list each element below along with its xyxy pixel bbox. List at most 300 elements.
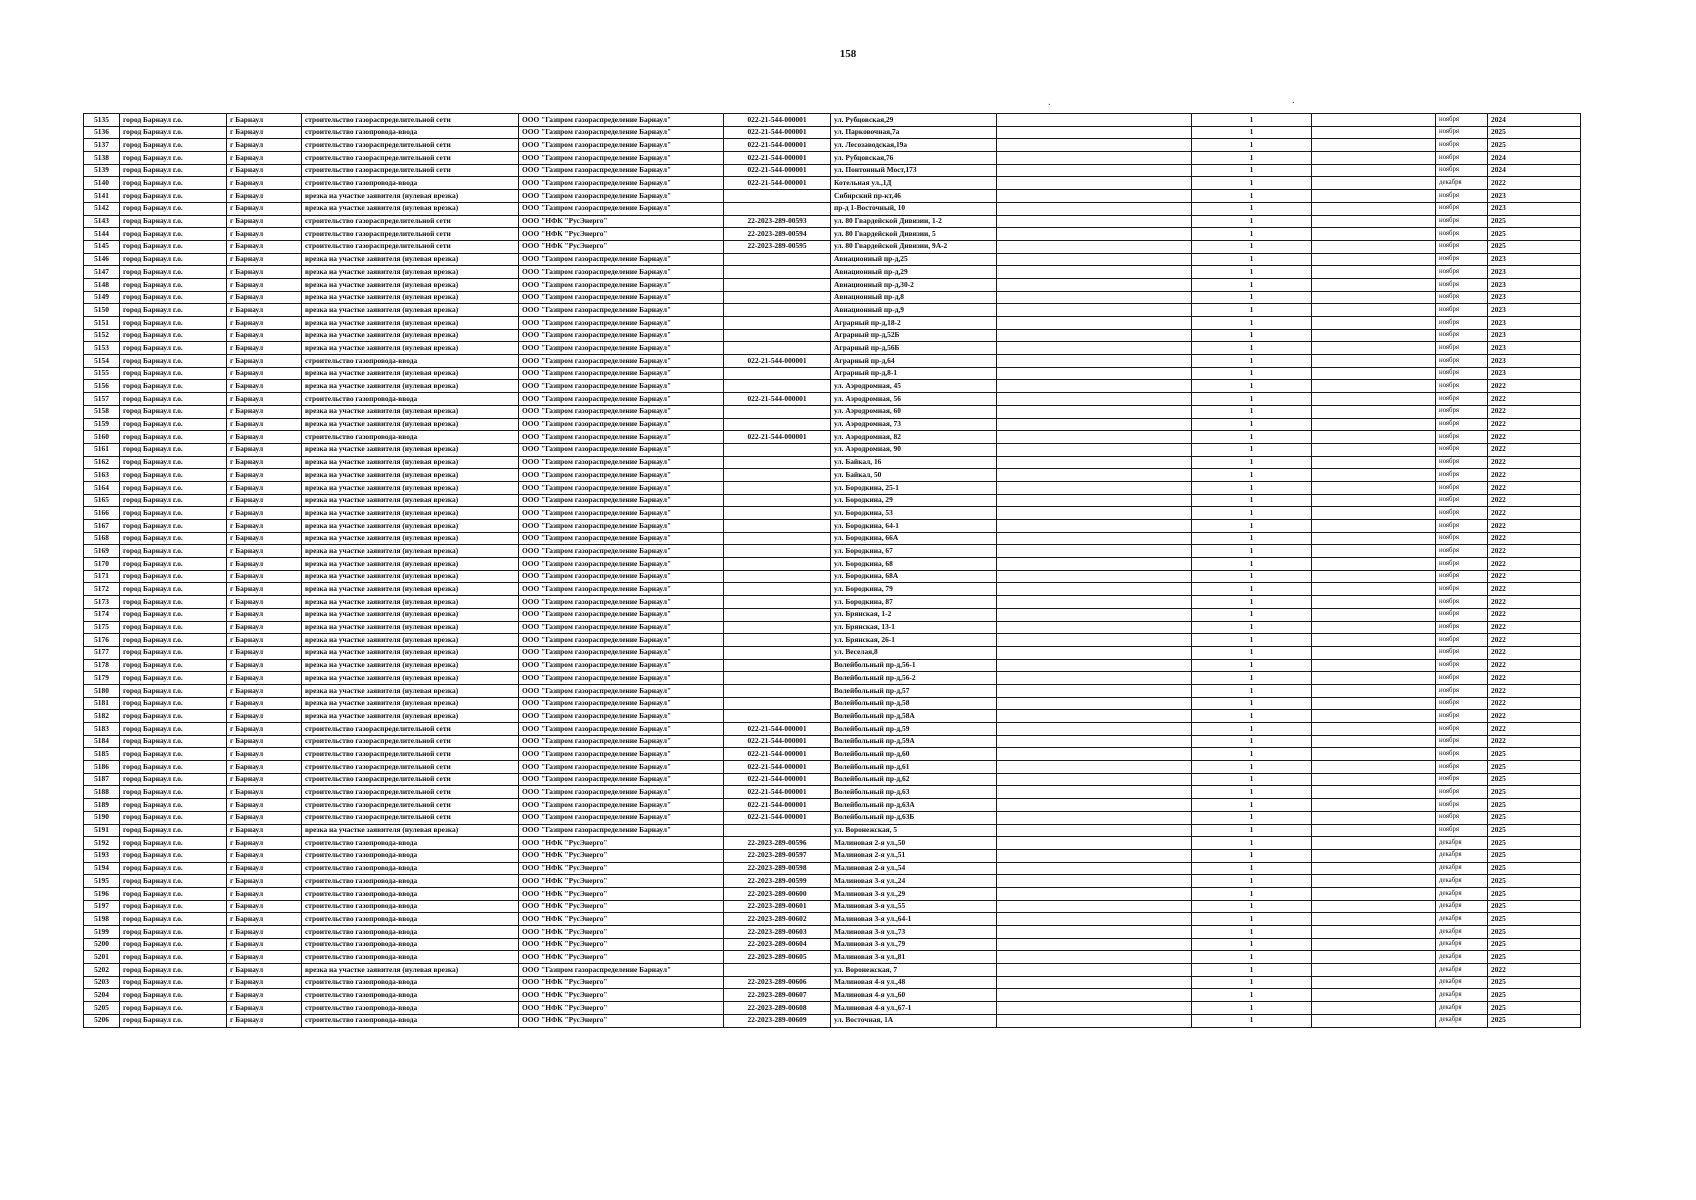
year-cell: 2022	[1488, 684, 1581, 697]
row-number-cell: 5179	[84, 672, 120, 685]
row-number-cell: 5173	[84, 596, 120, 609]
organization-cell: ООО "НФК "РусЭнерго"	[519, 926, 724, 939]
address-cell: Малиновая 4-я ул.,48	[831, 976, 997, 989]
empty-cell	[1312, 976, 1436, 989]
municipality-cell: город Барнаул г.о.	[120, 672, 227, 685]
empty-cell	[997, 862, 1192, 875]
program-number-cell: 22-2023-289-00608	[724, 1002, 831, 1015]
table-row	[84, 278, 1581, 291]
year-cell: 2025	[1488, 989, 1581, 1002]
year-cell: 2022	[1488, 723, 1581, 736]
table-row	[84, 1002, 1581, 1015]
quantity-cell: 1	[1192, 824, 1312, 837]
settlement-cell: г Барнаул	[227, 367, 302, 380]
organization-cell: ООО "НФК "РусЭнерго"	[519, 951, 724, 964]
address-cell: Волейбольный пр-д,63А	[831, 799, 997, 812]
row-number-cell: 5186	[84, 761, 120, 774]
empty-cell	[1312, 837, 1436, 850]
address-cell: ул. Понтонный Мост,173	[831, 164, 997, 177]
empty-cell	[1312, 951, 1436, 964]
organization-cell: ООО "Газпром газораспределение Барнаул"	[519, 443, 724, 456]
address-cell: ул. Рубцовская,29	[831, 114, 997, 127]
work-type-cell: врезка на участке заявителя (нулевая врезка)	[302, 710, 519, 723]
organization-cell: ООО "Газпром газораспределение Барнаул"	[519, 723, 724, 736]
organization-cell: ООО "НФК "РусЭнерго"	[519, 240, 724, 253]
month-cell: ноября	[1436, 799, 1488, 812]
row-number-cell: 5157	[84, 393, 120, 406]
quantity-cell: 1	[1192, 431, 1312, 444]
quantity-cell: 1	[1192, 976, 1312, 989]
organization-cell: ООО "Газпром газораспределение Барнаул"	[519, 710, 724, 723]
month-cell: ноября	[1436, 469, 1488, 482]
program-number-cell: 22-2023-289-00603	[724, 926, 831, 939]
settlement-cell: г Барнаул	[227, 735, 302, 748]
year-cell: 2023	[1488, 278, 1581, 291]
empty-cell	[997, 507, 1192, 520]
organization-cell: ООО "Газпром газораспределение Барнаул"	[519, 164, 724, 177]
empty-cell	[1312, 583, 1436, 596]
quantity-cell: 1	[1192, 202, 1312, 215]
empty-cell	[1312, 126, 1436, 139]
year-cell: 2025	[1488, 799, 1581, 812]
quantity-cell: 1	[1192, 304, 1312, 317]
empty-cell	[1312, 367, 1436, 380]
quantity-cell: 1	[1192, 723, 1312, 736]
empty-cell	[997, 811, 1192, 824]
program-number-cell: 022-21-544-000001	[724, 164, 831, 177]
settlement-cell: г Барнаул	[227, 583, 302, 596]
row-number-cell: 5191	[84, 824, 120, 837]
empty-cell	[997, 494, 1192, 507]
table-row	[84, 596, 1581, 609]
work-type-cell: строительство газопровода-ввода	[302, 951, 519, 964]
organization-cell: ООО "Газпром газораспределение Барнаул"	[519, 278, 724, 291]
work-type-cell: строительство газопровода-ввода	[302, 849, 519, 862]
empty-cell	[997, 926, 1192, 939]
empty-cell	[1312, 621, 1436, 634]
work-type-cell: врезка на участке заявителя (нулевая врезка)	[302, 456, 519, 469]
program-number-cell: 22-2023-289-00596	[724, 837, 831, 850]
year-cell: 2022	[1488, 494, 1581, 507]
municipality-cell: город Барнаул г.о.	[120, 481, 227, 494]
table-row	[84, 291, 1581, 304]
empty-cell	[997, 139, 1192, 152]
municipality-cell: город Барнаул г.о.	[120, 849, 227, 862]
municipality-cell: город Барнаул г.о.	[120, 811, 227, 824]
program-number-cell: 22-2023-289-00605	[724, 951, 831, 964]
month-cell: ноября	[1436, 672, 1488, 685]
address-cell: Малиновая 2-я ул.,50	[831, 837, 997, 850]
table-row	[84, 964, 1581, 977]
row-number-cell: 5147	[84, 266, 120, 279]
row-number-cell: 5138	[84, 152, 120, 165]
organization-cell: ООО "Газпром газораспределение Барнаул"	[519, 317, 724, 330]
month-cell: ноября	[1436, 114, 1488, 127]
quantity-cell: 1	[1192, 799, 1312, 812]
settlement-cell: г Барнаул	[227, 646, 302, 659]
municipality-cell: город Барнаул г.о.	[120, 317, 227, 330]
organization-cell: ООО "Газпром газораспределение Барнаул"	[519, 355, 724, 368]
row-number-cell: 5198	[84, 913, 120, 926]
quantity-cell: 1	[1192, 393, 1312, 406]
month-cell: декабря	[1436, 1014, 1488, 1027]
work-type-cell: строительство газопровода-ввода	[302, 355, 519, 368]
table-row	[84, 951, 1581, 964]
address-cell: Волейбольный пр-д,58	[831, 697, 997, 710]
program-number-cell	[724, 697, 831, 710]
work-type-cell: строительство газораспределительной сети	[302, 748, 519, 761]
month-cell: ноября	[1436, 443, 1488, 456]
settlement-cell: г Барнаул	[227, 240, 302, 253]
empty-cell	[997, 355, 1192, 368]
quantity-cell: 1	[1192, 570, 1312, 583]
quantity-cell: 1	[1192, 659, 1312, 672]
municipality-cell: город Барнаул г.о.	[120, 215, 227, 228]
settlement-cell: г Барнаул	[227, 964, 302, 977]
row-number-cell: 5163	[84, 469, 120, 482]
year-cell: 2022	[1488, 481, 1581, 494]
organization-cell: ООО "Газпром газораспределение Барнаул"	[519, 329, 724, 342]
settlement-cell: г Барнаул	[227, 418, 302, 431]
table-row	[84, 710, 1581, 723]
empty-cell	[1312, 456, 1436, 469]
table-row	[84, 380, 1581, 393]
month-cell: ноября	[1436, 456, 1488, 469]
program-number-cell: 22-2023-289-00599	[724, 875, 831, 888]
table-row	[84, 164, 1581, 177]
month-cell: декабря	[1436, 837, 1488, 850]
municipality-cell: город Барнаул г.о.	[120, 164, 227, 177]
year-cell: 2025	[1488, 926, 1581, 939]
table-row	[84, 202, 1581, 215]
municipality-cell: город Барнаул г.о.	[120, 393, 227, 406]
program-number-cell: 22-2023-289-00597	[724, 849, 831, 862]
program-number-cell	[724, 380, 831, 393]
month-cell: декабря	[1436, 900, 1488, 913]
row-number-cell: 5162	[84, 456, 120, 469]
settlement-cell: г Барнаул	[227, 228, 302, 241]
work-type-cell: врезка на участке заявителя (нулевая врезка)	[302, 266, 519, 279]
program-number-cell: 022-21-544-000001	[724, 114, 831, 127]
month-cell: ноября	[1436, 431, 1488, 444]
settlement-cell: г Барнаул	[227, 608, 302, 621]
work-type-cell: врезка на участке заявителя (нулевая врезка)	[302, 634, 519, 647]
municipality-cell: город Барнаул г.о.	[120, 596, 227, 609]
empty-cell	[1312, 634, 1436, 647]
empty-cell	[1312, 418, 1436, 431]
work-type-cell: врезка на участке заявителя (нулевая врезка)	[302, 684, 519, 697]
work-type-cell: врезка на участке заявителя (нулевая врезка)	[302, 659, 519, 672]
empty-cell	[1312, 684, 1436, 697]
work-type-cell: строительство газопровода-ввода	[302, 976, 519, 989]
empty-cell	[1312, 532, 1436, 545]
organization-cell: ООО "Газпром газораспределение Барнаул"	[519, 253, 724, 266]
row-number-cell: 5187	[84, 773, 120, 786]
empty-cell	[997, 596, 1192, 609]
organization-cell: ООО "Газпром газораспределение Барнаул"	[519, 418, 724, 431]
quantity-cell: 1	[1192, 735, 1312, 748]
year-cell: 2025	[1488, 849, 1581, 862]
program-number-cell	[724, 710, 831, 723]
program-number-cell: 22-2023-289-00600	[724, 887, 831, 900]
table-row	[84, 494, 1581, 507]
settlement-cell: г Барнаул	[227, 875, 302, 888]
municipality-cell: город Барнаул г.о.	[120, 228, 227, 241]
month-cell: ноября	[1436, 596, 1488, 609]
work-type-cell: врезка на участке заявителя (нулевая врезка)	[302, 621, 519, 634]
organization-cell: ООО "Газпром газораспределение Барнаул"	[519, 367, 724, 380]
municipality-cell: город Барнаул г.о.	[120, 291, 227, 304]
year-cell: 2022	[1488, 456, 1581, 469]
address-cell: Малиновая 3-я ул.,73	[831, 926, 997, 939]
address-cell: ул. Бородкина, 25-1	[831, 481, 997, 494]
month-cell: ноября	[1436, 240, 1488, 253]
work-type-cell: строительство газораспределительной сети	[302, 773, 519, 786]
work-type-cell: врезка на участке заявителя (нулевая врезка)	[302, 469, 519, 482]
municipality-cell: город Барнаул г.о.	[120, 1014, 227, 1027]
table-row	[84, 621, 1581, 634]
table-row	[84, 672, 1581, 685]
organization-cell: ООО "Газпром газораспределение Барнаул"	[519, 761, 724, 774]
table-row	[84, 723, 1581, 736]
municipality-cell: город Барнаул г.о.	[120, 862, 227, 875]
settlement-cell: г Барнаул	[227, 989, 302, 1002]
empty-cell	[997, 634, 1192, 647]
empty-cell	[997, 748, 1192, 761]
empty-cell	[1312, 659, 1436, 672]
table-row	[84, 507, 1581, 520]
settlement-cell: г Барнаул	[227, 126, 302, 139]
organization-cell: ООО "Газпром газораспределение Барнаул"	[519, 494, 724, 507]
month-cell: ноября	[1436, 317, 1488, 330]
settlement-cell: г Барнаул	[227, 253, 302, 266]
row-number-cell: 5141	[84, 190, 120, 203]
page-number: 158	[839, 48, 857, 60]
organization-cell: ООО "НФК "РусЭнерго"	[519, 837, 724, 850]
address-cell: Малиновая 3-я ул.,64-1	[831, 913, 997, 926]
empty-cell	[997, 951, 1192, 964]
municipality-cell: город Барнаул г.о.	[120, 431, 227, 444]
quantity-cell: 1	[1192, 456, 1312, 469]
address-cell: Малиновая 4-я ул.,60	[831, 989, 997, 1002]
address-cell: ул. Рубцовская,76	[831, 152, 997, 165]
row-number-cell: 5182	[84, 710, 120, 723]
empty-cell	[997, 938, 1192, 951]
month-cell: ноября	[1436, 291, 1488, 304]
empty-cell	[997, 164, 1192, 177]
row-number-cell: 5169	[84, 545, 120, 558]
settlement-cell: г Барнаул	[227, 469, 302, 482]
settlement-cell: г Барнаул	[227, 164, 302, 177]
address-cell: Авиационный пр-д,30-2	[831, 278, 997, 291]
empty-cell	[1312, 849, 1436, 862]
year-cell: 2025	[1488, 761, 1581, 774]
empty-cell	[1312, 443, 1436, 456]
address-cell: Малиновая 4-я ул.,67-1	[831, 1002, 997, 1015]
program-number-cell	[724, 634, 831, 647]
empty-cell	[1312, 710, 1436, 723]
municipality-cell: город Барнаул г.о.	[120, 748, 227, 761]
year-cell: 2022	[1488, 520, 1581, 533]
settlement-cell: г Барнаул	[227, 811, 302, 824]
row-number-cell: 5135	[84, 114, 120, 127]
table-row	[84, 926, 1581, 939]
year-cell: 2022	[1488, 532, 1581, 545]
empty-cell	[997, 849, 1192, 862]
settlement-cell: г Барнаул	[227, 723, 302, 736]
row-number-cell: 5205	[84, 1002, 120, 1015]
month-cell: ноября	[1436, 367, 1488, 380]
quantity-cell: 1	[1192, 380, 1312, 393]
empty-cell	[1312, 887, 1436, 900]
work-type-cell: строительство газопровода-ввода	[302, 938, 519, 951]
table-row	[84, 697, 1581, 710]
organization-cell: ООО "Газпром газораспределение Барнаул"	[519, 799, 724, 812]
quantity-cell: 1	[1192, 139, 1312, 152]
row-number-cell: 5136	[84, 126, 120, 139]
settlement-cell: г Барнаул	[227, 684, 302, 697]
row-number-cell: 5155	[84, 367, 120, 380]
year-cell: 2023	[1488, 355, 1581, 368]
empty-cell	[1312, 291, 1436, 304]
organization-cell: ООО "НФК "РусЭнерго"	[519, 862, 724, 875]
row-number-cell: 5172	[84, 583, 120, 596]
address-cell: Волейбольный пр-д,62	[831, 773, 997, 786]
year-cell: 2025	[1488, 900, 1581, 913]
municipality-cell: город Барнаул г.о.	[120, 405, 227, 418]
program-number-cell	[724, 824, 831, 837]
municipality-cell: город Барнаул г.о.	[120, 710, 227, 723]
month-cell: декабря	[1436, 849, 1488, 862]
program-number-cell	[724, 583, 831, 596]
municipality-cell: город Барнаул г.о.	[120, 278, 227, 291]
row-number-cell: 5160	[84, 431, 120, 444]
month-cell: ноября	[1436, 811, 1488, 824]
settlement-cell: г Барнаул	[227, 481, 302, 494]
empty-cell	[997, 646, 1192, 659]
empty-cell	[1312, 735, 1436, 748]
settlement-cell: г Барнаул	[227, 926, 302, 939]
address-cell: ул. Аэродромная, 60	[831, 405, 997, 418]
address-cell: Аграрный пр-д,52Б	[831, 329, 997, 342]
program-number-cell	[724, 469, 831, 482]
work-type-cell: строительство газопровода-ввода	[302, 913, 519, 926]
settlement-cell: г Барнаул	[227, 545, 302, 558]
quantity-cell: 1	[1192, 532, 1312, 545]
year-cell: 2025	[1488, 875, 1581, 888]
table-row	[84, 875, 1581, 888]
program-number-cell: 022-21-544-000001	[724, 735, 831, 748]
municipality-cell: город Барнаул г.о.	[120, 545, 227, 558]
table-row	[84, 570, 1581, 583]
address-cell: ул. 80 Гвардейской Дивизии, 5	[831, 228, 997, 241]
empty-cell	[997, 240, 1192, 253]
table-row	[84, 735, 1581, 748]
settlement-cell: г Барнаул	[227, 887, 302, 900]
organization-cell: ООО "Газпром газораспределение Барнаул"	[519, 481, 724, 494]
empty-cell	[1312, 799, 1436, 812]
program-number-cell: 22-2023-289-00607	[724, 989, 831, 1002]
empty-cell	[997, 367, 1192, 380]
work-type-cell: строительство газопровода-ввода	[302, 989, 519, 1002]
table-row	[84, 634, 1581, 647]
table-row	[84, 773, 1581, 786]
settlement-cell: г Барнаул	[227, 152, 302, 165]
address-cell: ул. Бородкина, 68	[831, 558, 997, 571]
row-number-cell: 5140	[84, 177, 120, 190]
table-row	[84, 684, 1581, 697]
municipality-cell: город Барнаул г.о.	[120, 875, 227, 888]
empty-cell	[997, 773, 1192, 786]
table-row	[84, 367, 1581, 380]
empty-cell	[1312, 393, 1436, 406]
table-row	[84, 824, 1581, 837]
empty-cell	[997, 266, 1192, 279]
municipality-cell: город Барнаул г.о.	[120, 469, 227, 482]
quantity-cell: 1	[1192, 913, 1312, 926]
municipality-cell: город Барнаул г.о.	[120, 329, 227, 342]
work-type-cell: врезка на участке заявителя (нулевая врезка)	[302, 317, 519, 330]
settlement-cell: г Барнаул	[227, 748, 302, 761]
work-type-cell: врезка на участке заявителя (нулевая врезка)	[302, 443, 519, 456]
month-cell: ноября	[1436, 761, 1488, 774]
empty-cell	[1312, 266, 1436, 279]
row-number-cell: 5152	[84, 329, 120, 342]
empty-cell	[997, 659, 1192, 672]
work-type-cell: врезка на участке заявителя (нулевая врезка)	[302, 380, 519, 393]
empty-cell	[997, 558, 1192, 571]
table-row	[84, 329, 1581, 342]
organization-cell: ООО "Газпром газораспределение Барнаул"	[519, 684, 724, 697]
program-number-cell	[724, 291, 831, 304]
quantity-cell: 1	[1192, 240, 1312, 253]
row-number-cell: 5201	[84, 951, 120, 964]
gasification-table	[83, 113, 1580, 1028]
municipality-cell: город Барнаул г.о.	[120, 989, 227, 1002]
table-row	[84, 215, 1581, 228]
quantity-cell: 1	[1192, 558, 1312, 571]
table-row	[84, 393, 1581, 406]
municipality-cell: город Барнаул г.о.	[120, 684, 227, 697]
municipality-cell: город Барнаул г.о.	[120, 799, 227, 812]
empty-cell	[1312, 114, 1436, 127]
municipality-cell: город Барнаул г.о.	[120, 520, 227, 533]
organization-cell: ООО "Газпром газораспределение Барнаул"	[519, 342, 724, 355]
empty-cell	[997, 786, 1192, 799]
settlement-cell: г Барнаул	[227, 824, 302, 837]
settlement-cell: г Барнаул	[227, 329, 302, 342]
quantity-cell: 1	[1192, 938, 1312, 951]
month-cell: ноября	[1436, 583, 1488, 596]
empty-cell	[1312, 240, 1436, 253]
year-cell: 2025	[1488, 786, 1581, 799]
empty-cell	[1312, 431, 1436, 444]
quantity-cell: 1	[1192, 266, 1312, 279]
empty-cell	[997, 684, 1192, 697]
row-number-cell: 5175	[84, 621, 120, 634]
settlement-cell: г Барнаул	[227, 799, 302, 812]
year-cell: 2022	[1488, 697, 1581, 710]
program-number-cell: 22-2023-289-00604	[724, 938, 831, 951]
organization-cell: ООО "Газпром газораспределение Барнаул"	[519, 431, 724, 444]
table-row	[84, 418, 1581, 431]
municipality-cell: город Барнаул г.о.	[120, 913, 227, 926]
municipality-cell: город Барнаул г.о.	[120, 900, 227, 913]
empty-cell	[1312, 304, 1436, 317]
settlement-cell: г Барнаул	[227, 355, 302, 368]
row-number-cell: 5137	[84, 139, 120, 152]
settlement-cell: г Барнаул	[227, 380, 302, 393]
